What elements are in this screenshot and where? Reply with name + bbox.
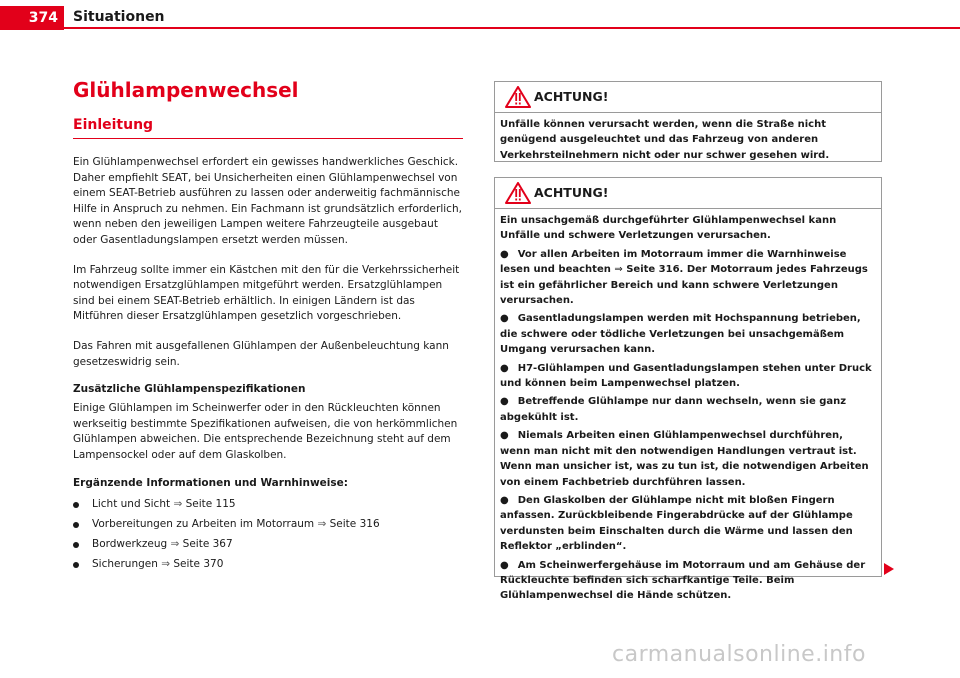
warning-box [494, 177, 882, 602]
page-header [0, 0, 960, 36]
warning-item-text: Niemals Arbeiten einen Glühlampenwechsel durchführen, wenn man nicht mit den notwendigen Handlungen vertraut ist. Wenn man unsicher ist, was zu tun ist, die notwendigen Arbeiten von einem Fachbetrieb durchführen lassen. [500, 430, 869, 488]
bullet-icon [73, 562, 79, 568]
list-item [73, 537, 463, 552]
bullet-icon [73, 522, 79, 528]
running-head: Situationen [73, 9, 165, 25]
warning-item-text: Gasentladungslampen werden mit Hochspannung betrieben, die schwere oder tödliche Verletzungen bei unsachgemäßem Umgang verursachen kann. [500, 313, 861, 356]
reference-list [73, 497, 463, 572]
page-reference-link[interactable]: Seite 115 [185, 497, 236, 510]
warning-item-text: Betreffende Glühlampe nur dann wechseln, wenn sie ganz abgekühlt ist. [500, 396, 847, 423]
warning-item-text: Vor allen Arbeiten im Motorraum immer die Warnhinweise lesen und beachten [500, 248, 847, 276]
header-rule [0, 27, 960, 29]
bullet-icon: ● [500, 494, 509, 506]
warning-triangle-icon [505, 86, 531, 108]
next-page-arrow-icon[interactable] [884, 563, 894, 575]
list-item [73, 497, 463, 512]
page-reference-link[interactable]: Seite 316 [626, 264, 680, 276]
list-item [73, 517, 463, 532]
bullet-icon: ● [500, 248, 509, 260]
bullet-icon: ● [500, 430, 509, 442]
arrow-right-icon: ⇒ [161, 557, 171, 570]
warning-item-text: Am Scheinwerfergehäuse im Motorraum und am Gehäuse der Rückleuchte befinden sich scharfkantige Teile. Beim Glühlampenwechsel die Hände schützen. [500, 559, 866, 602]
subheading: Zusätzliche Glühlampenspezifikationen [73, 383, 306, 396]
list-item [73, 557, 463, 572]
warning-triangle-icon [505, 182, 531, 204]
warning-item [500, 247, 876, 309]
list-item-text: Vorbereitungen zu Arbeiten im Motorraum [92, 517, 315, 530]
warning-list [500, 247, 876, 604]
list-item-text: Bordwerkzeug [92, 537, 168, 550]
paragraph: Das Fahren mit ausgefallenen Glühlampen der Außenbeleuchtung kann gesetzeswidrig sein. [73, 339, 449, 368]
left-column [73, 78, 463, 577]
paragraph: Einige Glühlampen im Scheinwerfer oder in den Rückleuchten können werkseitig bestimmte Spezifikationen aufweisen, die von herkömmlichen Glühlampen abweichen. Die entsprechende Bezeichnung steht auf dem Lampensockel oder auf dem Glaskolben. [73, 402, 458, 461]
bullet-icon [73, 542, 79, 548]
subheading: Ergänzende Informationen und Warnhinweise: [73, 476, 348, 489]
page-number: 374 [0, 6, 64, 30]
arrow-right-icon: ⇒ [173, 497, 183, 510]
paragraph: Ein Glühlampenwechsel erfordert ein gewisses handwerkliches Geschick. Daher empfiehlt SEAT, bei Unsicherheiten einen Glühlampenwechsel von einem SEAT-Betrieb ausführen zu lassen oder anderweitig fachmännische Hilfe in Anspruch zu nehmen. Ein Fachmann ist grundsätzlich erforderlich, wenn neben den jeweiligen Lampen weitere Fahrzeugteile ausgebaut oder Gasentladungslampen ersetzt werden müssen. [73, 156, 462, 246]
page-reference-link[interactable]: Seite 367 [182, 537, 233, 550]
section-title: Glühlampenwechsel [73, 78, 299, 102]
bullet-icon [73, 502, 79, 508]
warning-item [500, 493, 876, 555]
warning-text: Unfälle können verursacht werden, wenn die Straße nicht genügend ausgeleuchtet und das Fahrzeug von anderen Verkehrsteilnehmern nicht oder nur schwer gesehen wird. [500, 119, 830, 161]
bullet-icon: ● [500, 362, 509, 374]
bullet-icon: ● [500, 396, 509, 408]
list-item-text: Licht und Sicht [92, 497, 171, 510]
page-reference-link[interactable]: Seite 316 [329, 517, 380, 530]
warning-item [500, 361, 876, 392]
page-reference-link[interactable]: Seite 370 [173, 557, 224, 570]
warning-item [500, 311, 876, 357]
warning-item [500, 428, 876, 490]
paragraph: Im Fahrzeug sollte immer ein Kästchen mit den für die Verkehrssicherheit notwendigen Ersatzglühlampen mitgeführt werden. Ersatzglühlampen sind bei einem SEAT-Betrieb erhältlich. In einigen Ländern ist das Mitführen dieser Ersatzglühlampen gesetzlich vorgeschrieben. [73, 263, 460, 323]
warning-title: ACHTUNG! [534, 89, 609, 104]
warning-header [495, 82, 881, 113]
arrow-right-icon: ⇒ [317, 517, 327, 530]
warning-intro: Ein unsachgemäß durchgeführter Glühlampenwechsel kann Unfälle und schwere Verletzungen verursachen. [500, 215, 837, 242]
section-subtitle: Einleitung [73, 116, 463, 139]
warning-item-text: H7-Glühlampen und Gasentladungslampen stehen unter Druck und können beim Lampenwechsel platzen. [500, 362, 872, 390]
warning-item [500, 558, 876, 604]
warning-title: ACHTUNG! [534, 185, 609, 200]
warning-header [495, 178, 881, 209]
bullet-icon: ● [500, 313, 509, 325]
watermark: carmanualsonline.info [612, 642, 866, 667]
warning-item-text: . Der Motorraum jedes Fahrzeugs ist ein gefährlicher Bereich und kann schwere Verletzungen verursachen. [500, 264, 868, 307]
arrow-right-icon: ⇒ [614, 264, 623, 276]
warning-item-text: Den Glaskolben der Glühlampe nicht mit bloßen Fingern anfassen. Zurückbleibende Fingerabdrücke auf der Glühlampe verdunsten beim Einschalten durch die Wärme und lassen den Reflektor „erblinden“. [500, 494, 853, 553]
bullet-icon: ● [500, 559, 509, 571]
warning-item [500, 394, 876, 425]
list-item-text: Sicherungen [92, 557, 158, 570]
arrow-right-icon: ⇒ [170, 537, 180, 550]
warning-box [494, 81, 882, 162]
